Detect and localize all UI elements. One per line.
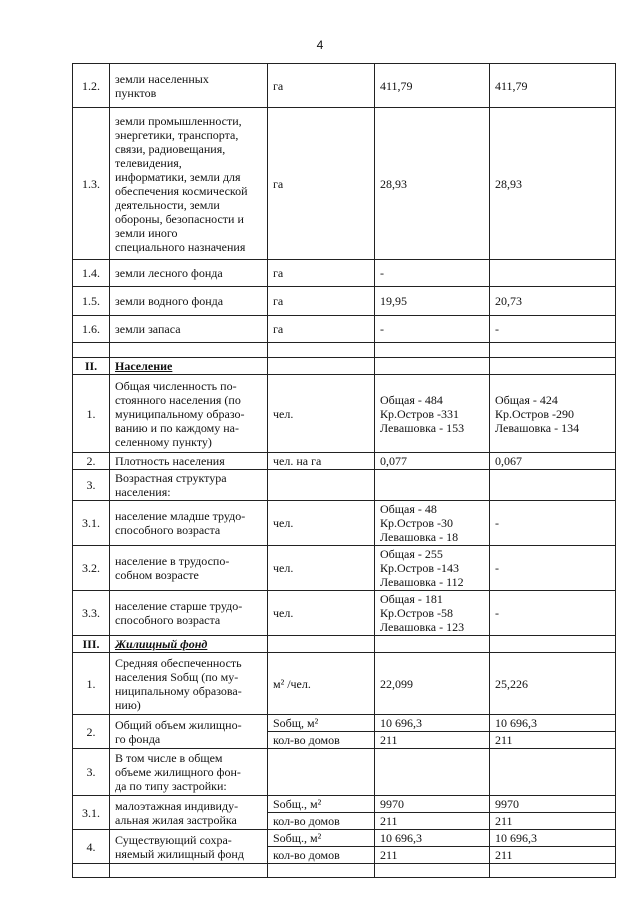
row-value-current: - [375,260,490,287]
table-row [73,864,616,878]
row-unit: чел. [268,375,375,453]
table-row [73,316,616,343]
row-number: 1.4. [73,260,110,287]
row-unit [268,749,375,796]
row-value-projected: 10 696,3 [490,715,616,732]
row-unit: кол-во домов [268,732,375,749]
row-unit [268,636,375,653]
row-unit: чел. [268,501,375,546]
row-name: малоэтажная индивиду- альная жилая застройка [110,796,268,830]
table-row [73,343,616,358]
row-number: 1.5. [73,287,110,316]
row-value-current: Общая - 181 Кр.Остров -58 Левашовка - 123 [375,591,490,636]
row-number: 1. [73,653,110,715]
row-value-projected: 25,226 [490,653,616,715]
row-number: 3.1. [73,501,110,546]
row-value-current: 9970 [375,796,490,813]
row-number: 1. [73,375,110,453]
row-name [110,343,268,358]
table-row [73,591,616,636]
row-number: 3.1. [73,796,110,830]
row-value-current: 211 [375,847,490,864]
table-row [73,287,616,316]
row-number [73,343,110,358]
section-header-row [73,636,616,653]
row-unit: чел. на га [268,453,375,470]
table-row [73,375,616,453]
row-value-current: Общая - 48 Кр.Остров -30 Левашовка - 18 [375,501,490,546]
section-title: Население [110,358,268,375]
row-value-projected [490,343,616,358]
section-number: III. [73,636,110,653]
row-unit: Sобщ., м² [268,830,375,847]
table-row [73,796,616,813]
row-number: 1.3. [73,108,110,260]
row-name [110,864,268,878]
section-header-row [73,358,616,375]
row-value-projected: 20,73 [490,287,616,316]
row-name: земли водного фонда [110,287,268,316]
row-value-projected: 28,93 [490,108,616,260]
row-number [73,864,110,878]
row-value-projected: - [490,546,616,591]
row-value-projected [490,749,616,796]
row-unit: кол-во домов [268,813,375,830]
row-value-current: 211 [375,813,490,830]
row-number: 3.3. [73,591,110,636]
row-name: Плотность населения [110,453,268,470]
row-value-projected: 0,067 [490,453,616,470]
row-number: 2. [73,715,110,749]
row-unit: га [268,260,375,287]
row-value-projected: 211 [490,813,616,830]
table-row [73,64,616,108]
row-value-projected: 211 [490,847,616,864]
row-value-current: 211 [375,732,490,749]
row-value-projected: - [490,501,616,546]
row-unit: кол-во домов [268,847,375,864]
row-unit: м² /чел. [268,653,375,715]
table-row [73,715,616,732]
row-name: население младше трудо- способного возраста [110,501,268,546]
table-row [73,546,616,591]
row-value-current: - [375,316,490,343]
table-row [73,108,616,260]
section-title: Жилищный фонд [110,636,268,653]
row-value-current: 10 696,3 [375,830,490,847]
row-value-current: Общая - 484 Кр.Остров -331 Левашовка - 153 [375,375,490,453]
table-row [73,749,616,796]
table-row [73,470,616,501]
table-row [73,830,616,847]
row-value-current [375,470,490,501]
row-unit: га [268,64,375,108]
row-value-current [375,864,490,878]
row-value-current: 22,099 [375,653,490,715]
row-number: 3.2. [73,546,110,591]
row-value-current [375,636,490,653]
row-number: 2. [73,453,110,470]
row-unit [268,358,375,375]
row-name: земли запаса [110,316,268,343]
row-unit [268,864,375,878]
row-number: 4. [73,830,110,864]
row-value-projected: Общая - 424 Кр.Остров -290 Левашовка - 134 [490,375,616,453]
row-name: Общая численность по- стоянного населения (по муниципальному образо- ванию и по каждому на- селенному пункту) [110,375,268,453]
row-value-projected [490,260,616,287]
row-number: 3. [73,749,110,796]
row-value-projected [490,636,616,653]
row-value-current: 411,79 [375,64,490,108]
row-value-current: Общая - 255 Кр.Остров -143 Левашовка - 112 [375,546,490,591]
page-number: 4 [316,38,324,52]
row-value-current: 19,95 [375,287,490,316]
row-unit: чел. [268,546,375,591]
row-unit: Sобщ, м² [268,715,375,732]
row-value-projected: - [490,316,616,343]
row-name: В том числе в общем объеме жилищного фон- да по типу застройки: [110,749,268,796]
row-value-projected [490,470,616,501]
row-value-projected: 411,79 [490,64,616,108]
table-row [73,453,616,470]
row-unit: Sобщ., м² [268,796,375,813]
row-value-projected: - [490,591,616,636]
row-number: 1.6. [73,316,110,343]
row-unit: га [268,108,375,260]
row-value-projected: 10 696,3 [490,830,616,847]
table-row [73,501,616,546]
row-name: земли населенных пунктов [110,64,268,108]
row-value-current: 0,077 [375,453,490,470]
row-value-projected [490,358,616,375]
row-name: Общий объем жилищно- го фонда [110,715,268,749]
row-value-current [375,749,490,796]
row-value-projected [490,864,616,878]
row-unit [268,343,375,358]
row-value-current: 10 696,3 [375,715,490,732]
row-name: Средняя обеспеченность населения Sобщ (по му- ниципальному образова- нию) [110,653,268,715]
row-name: земли лесного фонда [110,260,268,287]
row-unit: га [268,287,375,316]
row-unit: чел. [268,591,375,636]
row-value-current: 28,93 [375,108,490,260]
row-number: 1.2. [73,64,110,108]
row-name: Возрастная структура населения: [110,470,268,501]
row-value-projected: 9970 [490,796,616,813]
table-row [73,260,616,287]
row-name: Существующий сохра- няемый жилищный фонд [110,830,268,864]
indicators-table [72,63,616,878]
row-name: население в трудоспо- собном возрасте [110,546,268,591]
row-unit [268,470,375,501]
row-unit: га [268,316,375,343]
row-name: земли промышленности, энергетики, транспорта, связи, радиовещания, телевидения, информатики, земли для обеспечения космической деятельности, земли обороны, безопасности и земли иного специального назначения [110,108,268,260]
row-name: население старше трудо- способного возраста [110,591,268,636]
row-number: 3. [73,470,110,501]
section-number: II. [73,358,110,375]
row-value-current [375,358,490,375]
row-value-current [375,343,490,358]
row-value-projected: 211 [490,732,616,749]
table-row [73,653,616,715]
